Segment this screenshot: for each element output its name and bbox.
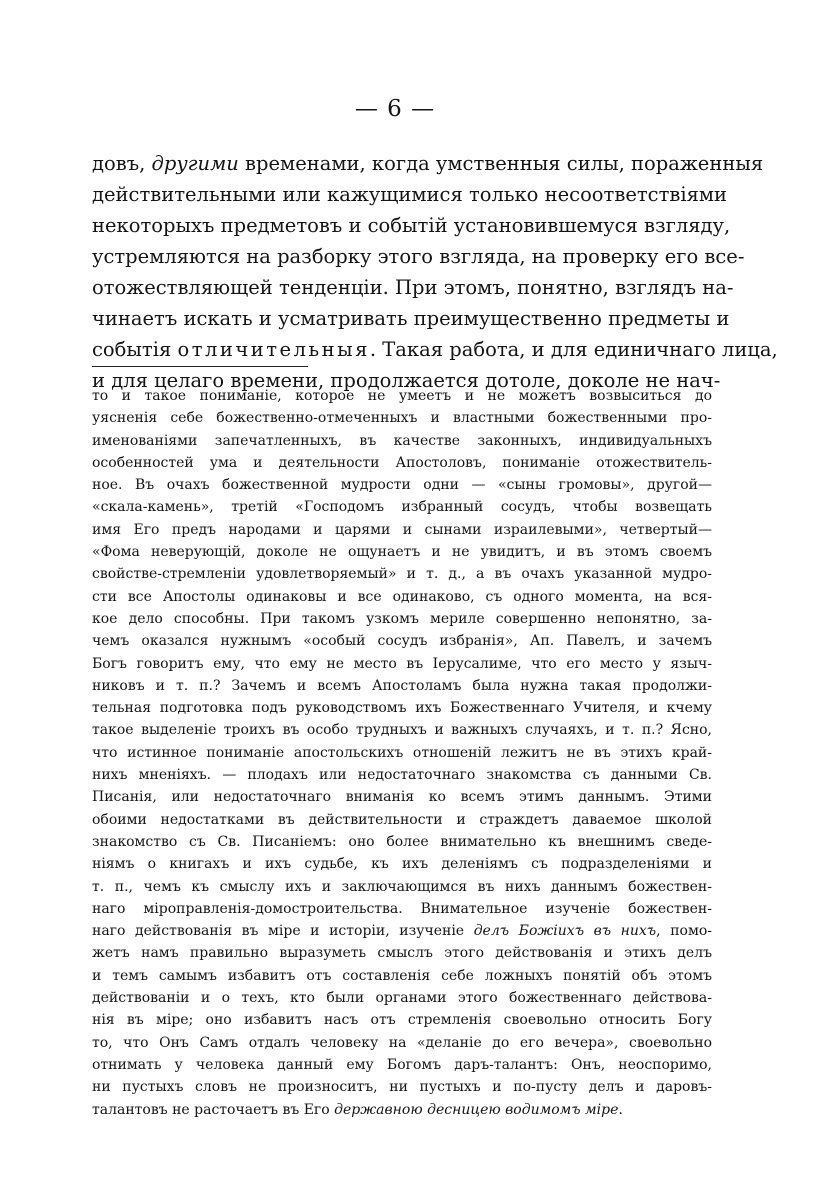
footnote-line: знакомство съ Св. Писанiемъ: оно более внимательно къ внешнимъ сведе- xyxy=(92,833,712,850)
main-line-1 xyxy=(92,148,764,179)
footnote-line: свойстве-стремленiи удовлетворяемый» и т. д., а въ очахъ указанной мудро- xyxy=(92,566,712,583)
main-line-3: некоторыхъ предметовъ и событiй установившемуся взгляду, xyxy=(92,214,731,237)
text-run: . Такая работа, и для единичнаго лица, xyxy=(369,338,778,361)
text-run: , помо- xyxy=(656,923,713,940)
footnote-line: особенностей ума и деятельности Апостоловъ, пониманiе отожествитель- xyxy=(92,454,712,471)
footnote-line: Богъ говоритъ ему, что ему не место въ Iерусалиме, что его место у языч- xyxy=(92,655,712,672)
footnote-line: чемъ оказался нужнымъ «особый сосудъ избранiя», Ап. Павелъ, и зачемъ xyxy=(92,633,712,650)
text-run: довъ, xyxy=(92,152,152,175)
footnote-line: уясненiя себе божественно-отмеченныхъ и властными божественными про- xyxy=(92,410,712,427)
footnote-line: нихъ мненiяхъ. — плодахъ или недостаточнаго знакомства съ данными Св. xyxy=(92,767,712,784)
main-line-6: чинаетъ искать и усматривать преимущественно предметы и xyxy=(92,307,730,330)
footnote-line: и темъ самымъ избавитъ отъ составленiя себе ложныхъ понятiй объ этомъ xyxy=(92,967,712,984)
footnote-line: то, что Онъ Самъ отдалъ человеку на «деланiе до его вечера», своевольно xyxy=(92,1034,712,1051)
footnote-line: нiямъ о книгахъ и ихъ судьбе, къ ихъ деленiямъ съ подразделенiями и xyxy=(92,856,712,873)
footnote-line: «скала-камень», третiй «Господомъ избранный сосудъ, чтобы возвещать xyxy=(92,499,712,516)
footnote-divider xyxy=(92,366,308,367)
footnote-line: Писанiя, или недостаточнаго вниманiя ко всемъ этимъ даннымъ. Этими xyxy=(92,789,712,806)
footnote-line: ни пустыхъ словъ не произноситъ, ни пустыхъ и по-пусту делъ и даровъ- xyxy=(92,1079,712,1096)
footnote-line: сти все Апостолы одинаковы и все одинаково, съ одного момента, на вся- xyxy=(92,588,712,605)
footnote-line: ное. Въ очахъ божественной мудрости одни — «сыны громовы», другой— xyxy=(92,477,712,494)
text-run: временами, когда умственныя силы, пораженныя xyxy=(238,152,764,175)
footnote-line: никовъ и т. п.? Зачемъ и всемъ Апостоламъ была нужна такая продолжи- xyxy=(92,677,712,694)
footnote-block xyxy=(92,385,712,1121)
spaced-emphasis-run: отличительныя xyxy=(177,338,370,361)
text-run: талантовъ не расточаетъ въ Его xyxy=(92,1101,335,1118)
footnote-line: жетъ намъ правильно выразуметь смыслъ этого действованiя и этихъ делъ xyxy=(92,945,712,962)
main-text-block xyxy=(92,148,778,396)
footnote-line: тельная подготовка подъ руководствомъ ихъ Божественнаго Учителя, и кчему xyxy=(92,700,712,717)
main-line-8: и для целаго времени, продолжается дотоле, доколе не нач- xyxy=(92,369,721,392)
footnote-line: такое выделенiе троихъ въ особо трудныхъ и важныхъ случаяхъ, и т. п.? Ясно, xyxy=(92,722,712,739)
footnote-line: что истинное пониманiе апостольскихъ отношенiй лежитъ не въ этихъ край- xyxy=(92,744,712,761)
main-line-2: действительными или кажущимися только несоответствiями xyxy=(92,183,728,206)
italic-run: делъ Божiихъ въ нихъ xyxy=(473,923,657,940)
italic-run: другими xyxy=(151,152,239,175)
footnote-line: имя Его предъ народами и царями и сынами израилевыми», четвертый— xyxy=(92,521,712,538)
text-run: событiя xyxy=(92,338,178,361)
text-run: . xyxy=(618,1101,623,1118)
page-number: — 6 — xyxy=(354,96,436,122)
footnote-line: т. п., чемъ къ смыслу ихъ и заключающимся въ нихъ даннымъ божествен- xyxy=(92,878,712,895)
footnote-line xyxy=(92,920,712,942)
text-run: наго действованiя въ мiре и исторiи, изученiе xyxy=(92,923,474,940)
main-line-5: отожествляющей тенденцiи. При этомъ, понятно, взглядъ на- xyxy=(92,276,734,299)
italic-run: державною десницею водимомъ мiре xyxy=(334,1101,619,1118)
footnote-line: нiя въ мiре; оно избавитъ насъ отъ стремленiя своевольно относить Богу xyxy=(92,1012,712,1029)
main-line-7 xyxy=(92,334,778,365)
footnote-line: обоими недостатками въ действительности и страждетъ даваемое школой xyxy=(92,811,712,828)
footnote-line: действованiи и о техъ, кто были органами этого божественнаго действова- xyxy=(92,990,712,1007)
footnote-line: именованiями запечатленныхъ, въ качестве законныхъ, индивидуальныхъ xyxy=(92,432,712,449)
main-line-4: устремляются на разборку этого взгляда, на проверку его все- xyxy=(92,245,745,268)
footnote-line: то и такое пониманiе, которое не умеетъ и не можетъ возвыситься до xyxy=(92,388,712,404)
footnote-line: наго мiроправленiя-домостроительства. Внимательное изученiе божествен- xyxy=(92,900,712,917)
footnote-line-last xyxy=(92,1099,712,1121)
footnote-line: отнимать у человека данный ему Богомъ даръ-талантъ: Онъ, неоспоримо, xyxy=(92,1056,712,1073)
footnote-line: «Фома неверующiй, доколе не ощунаетъ и не увидитъ, и въ этомъ своемъ xyxy=(92,544,712,561)
footnote-line: кое дело способны. При такомъ узкомъ мериле совершенно непонятно, за- xyxy=(92,610,712,627)
